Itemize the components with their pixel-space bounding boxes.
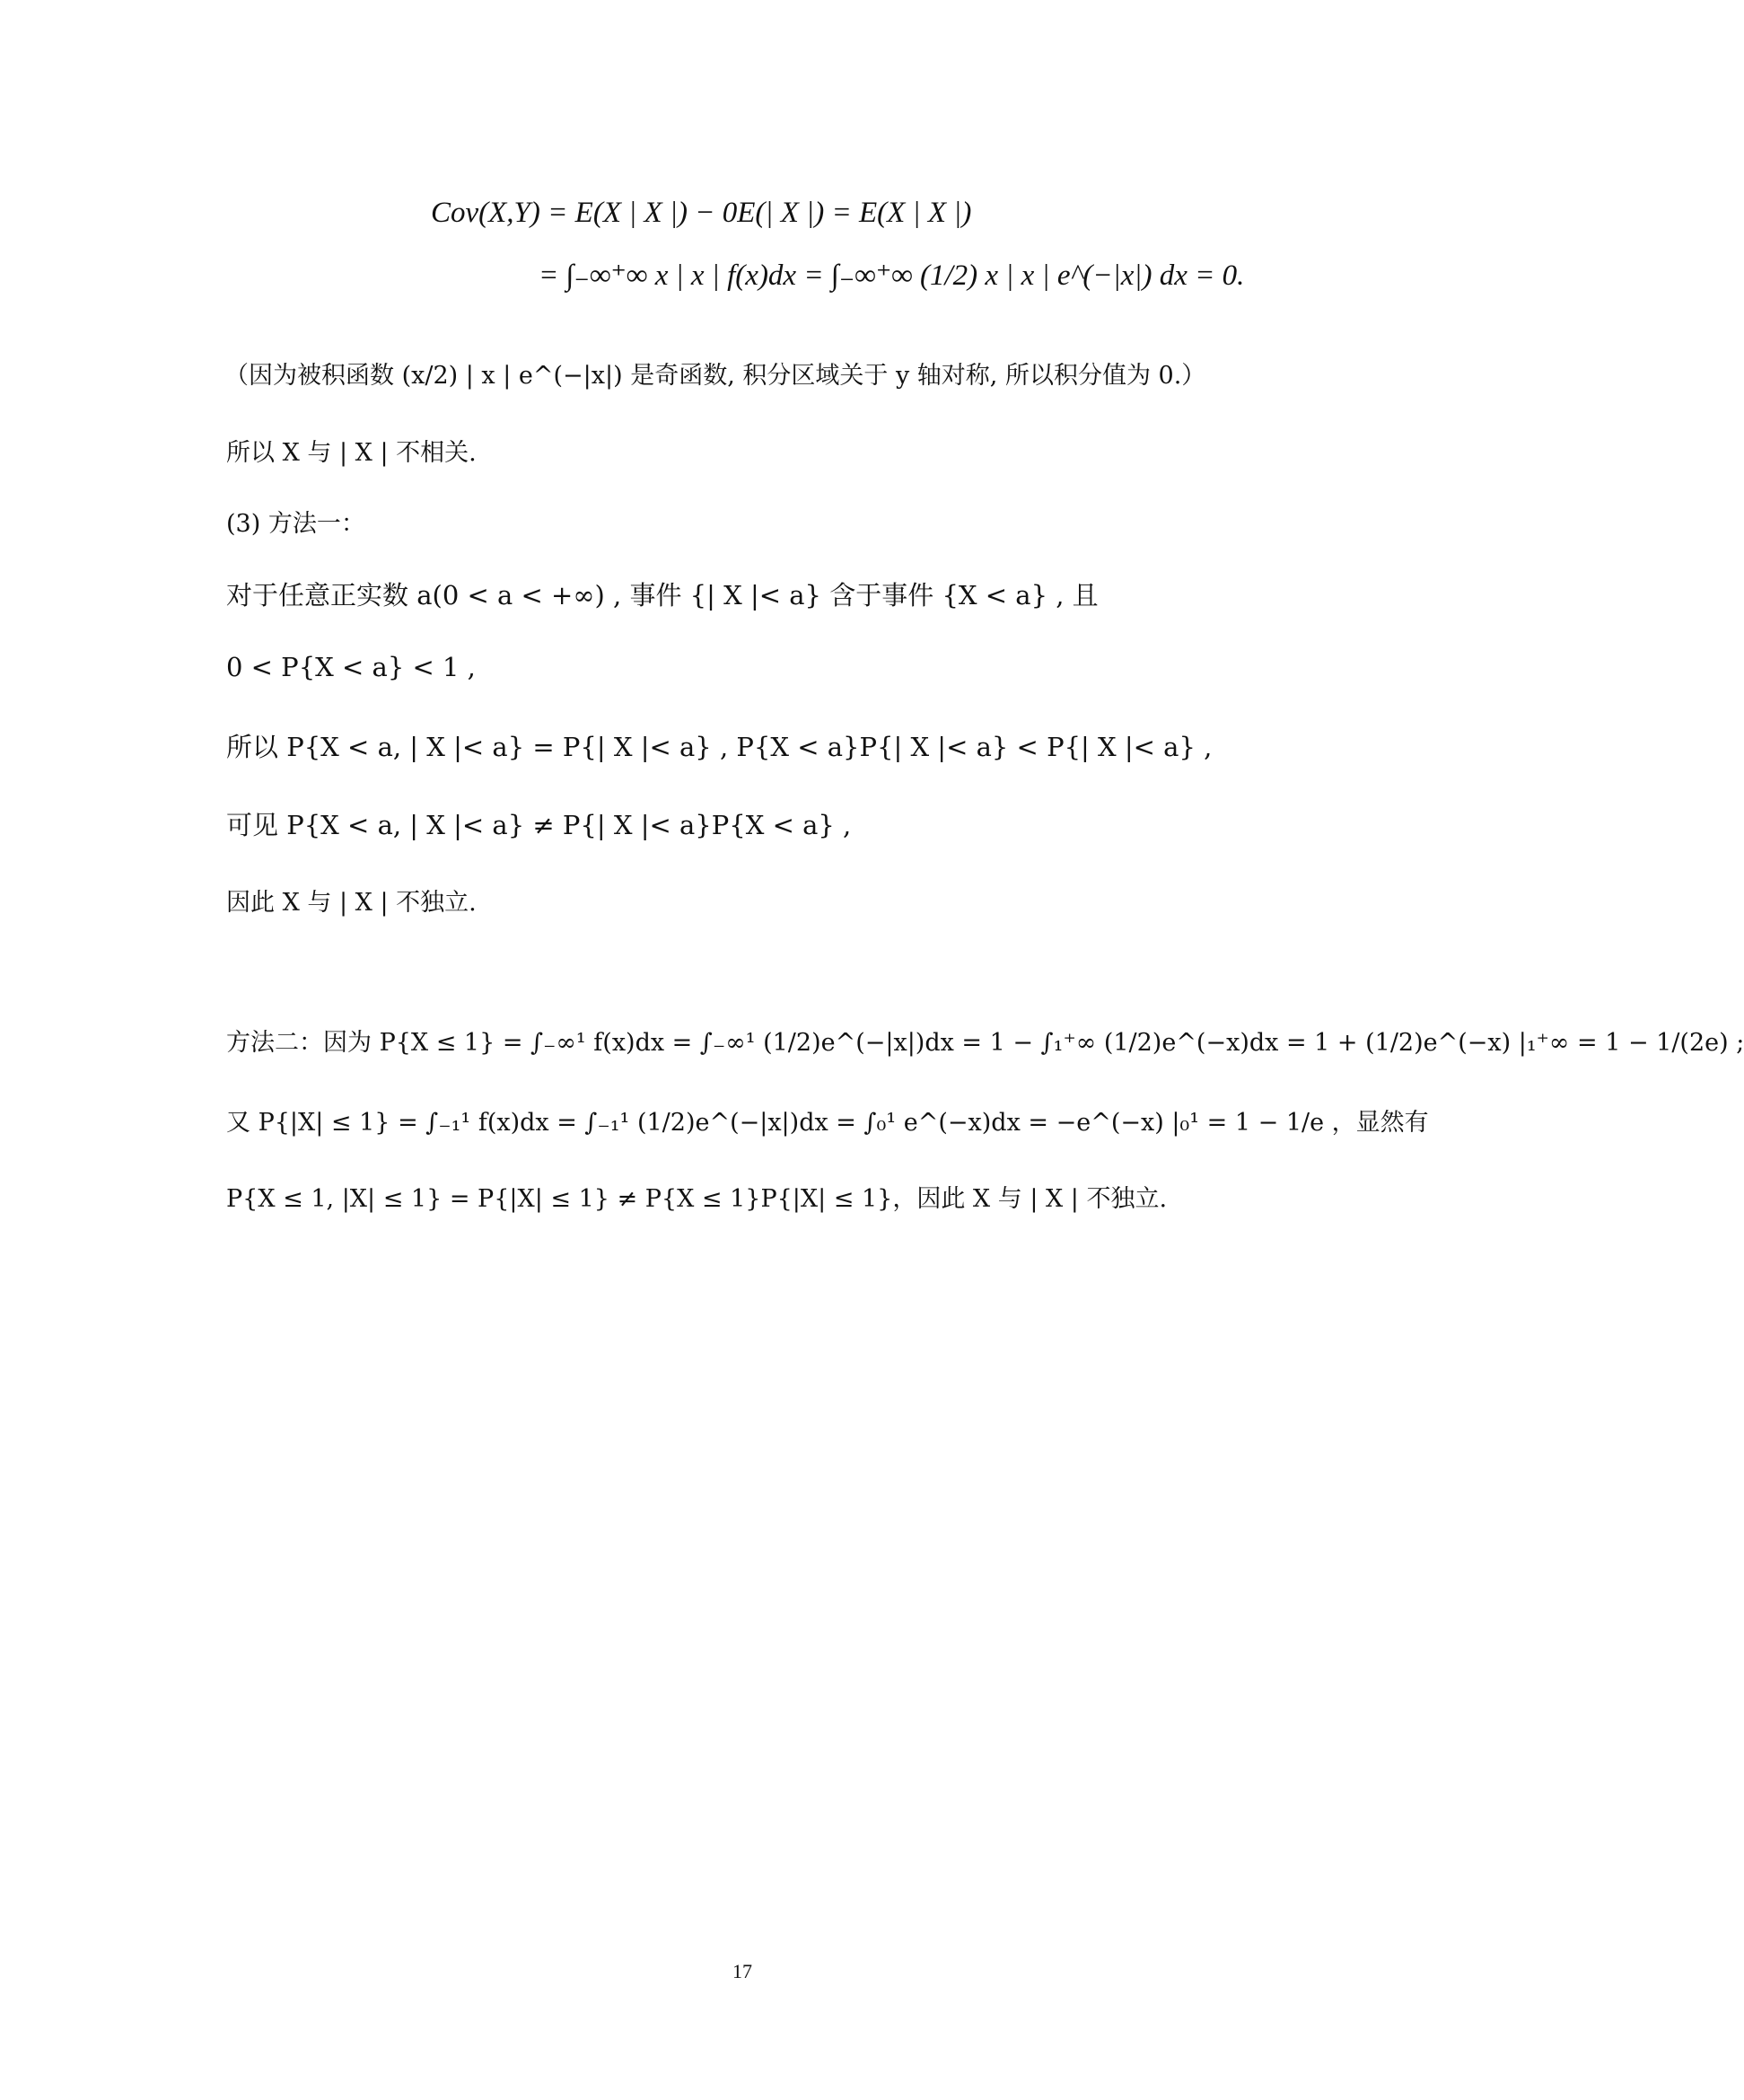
covariance-line-2: = ∫₋∞⁺∞ x | x | f(x)dx = ∫₋∞⁺∞ (1/2) x | x | e^(−|x|) dx = 0. bbox=[539, 259, 1245, 292]
method-two-conclusion: P{X ≤ 1, |X| ≤ 1} = P{|X| ≤ 1} ≠ P{X ≤ 1}P{|X| ≤ 1}，因此 X 与 | X | 不独立. bbox=[226, 1185, 1168, 1213]
covariance-line-1: Cov(X,Y) = E(X | X |) − 0E(| X |) = E(X | X |) bbox=[431, 197, 972, 229]
method-one-conclusion: 因此 X 与 | X | 不独立. bbox=[226, 889, 477, 917]
method-one-statement: 对于任意正实数 a(0 < a < +∞) , 事件 {| X |< a} 含于事件 {X < a} , 且 bbox=[226, 580, 1099, 611]
method-one-joint-probability: 所以 P{X < a, | X |< a} = P{| X |< a} , P{X < a}P{| X |< a} < P{| X |< a} , bbox=[226, 732, 1213, 762]
page-number: 17 bbox=[732, 1960, 752, 1982]
method-one-inequality: 可见 P{X < a, | X |< a} ≠ P{| X |< a}P{X < a} , bbox=[226, 810, 852, 840]
method-one-probability-bound: 0 < P{X < a} < 1 , bbox=[226, 652, 476, 682]
odd-function-note: （因为被积函数 (x/2) | x | e^(−|x|) 是奇函数, 积分区域关于 y 轴对称, 所以积分值为 0.） bbox=[224, 362, 1206, 390]
uncorrelated-conclusion: 所以 X 与 | X | 不相关. bbox=[226, 439, 477, 467]
method-one-heading: (3) 方法一： bbox=[226, 510, 365, 538]
method-two-first-calculation: 方法二：因为 P{X ≤ 1} = ∫₋∞¹ f(x)dx = ∫₋∞¹ (1/2)e^(−|x|)dx = 1 − ∫₁⁺∞ (1/2)e^(−x)dx = 1 + (1/2)e^(−x) |₁⁺∞ = 1 − 1/(2e) ; bbox=[226, 1029, 1744, 1057]
method-two-second-calculation: 又 P{|X| ≤ 1} = ∫₋₁¹ f(x)dx = ∫₋₁¹ (1/2)e^(−|x|)dx = ∫₀¹ e^(−x)dx = −e^(−x) |₀¹ = 1 − 1/e ，显然有 bbox=[226, 1109, 1429, 1137]
